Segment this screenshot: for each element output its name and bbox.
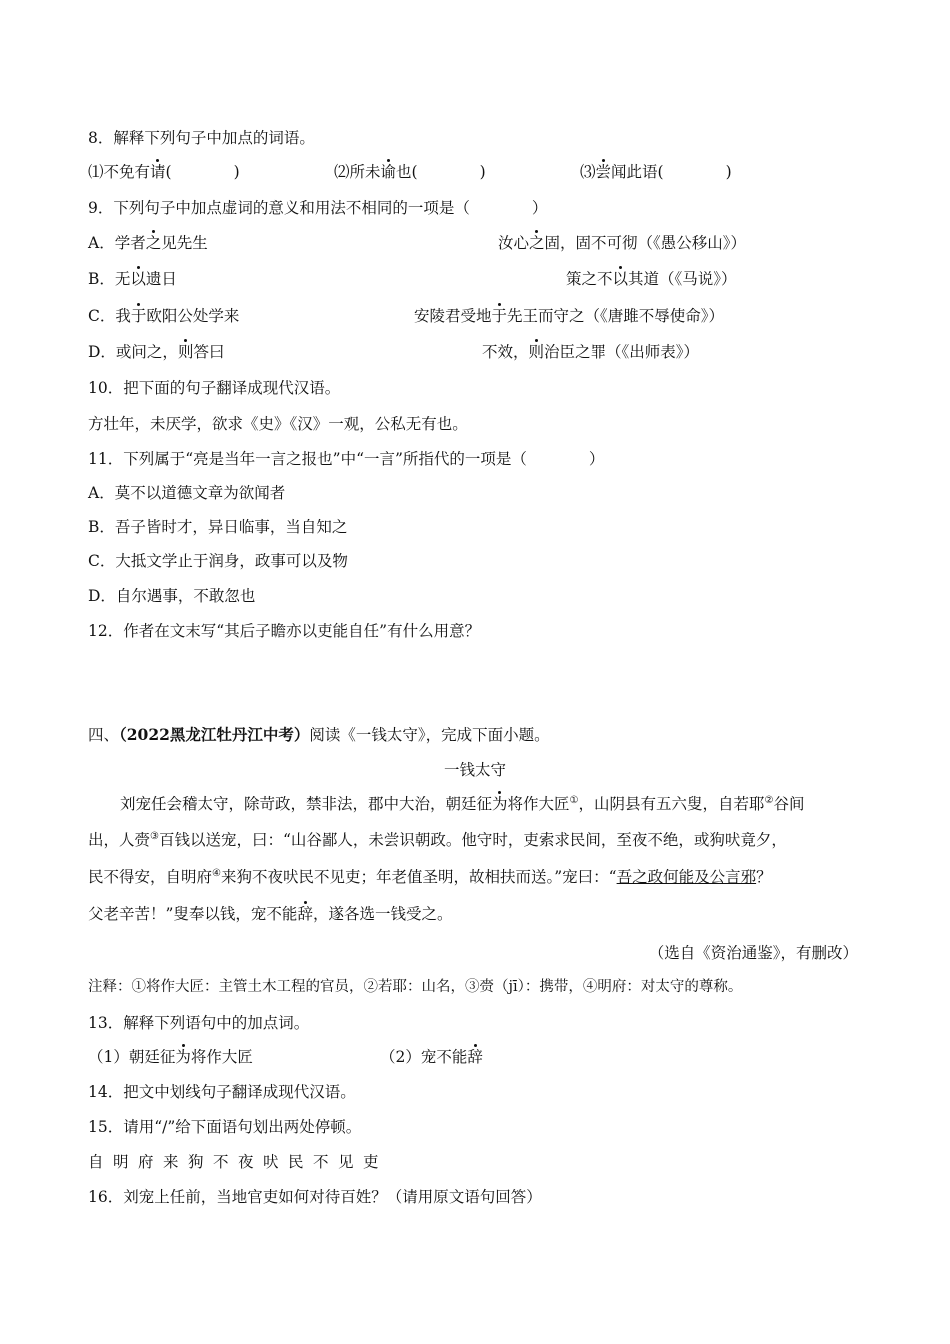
q13-item-2: （2）宠不能辞 (380, 1048, 483, 1066)
q9-option-c-left: C．我于欧阳公处学来 (88, 307, 240, 325)
underlined-sentence: 吾之政何能及公言邪 (616, 868, 757, 886)
dotted-word: 则 (177, 343, 194, 361)
dotted-word: 辞 (467, 1048, 483, 1066)
q15-characters: 自明府来狗不夜吠民不见吏 (88, 1153, 389, 1171)
q14-stem: 14．把文中划线句子翻译成现代汉语。 (88, 1083, 356, 1101)
dotted-word: 辞 (297, 905, 313, 923)
passage-title: 一钱太守 (443, 761, 506, 779)
q8-stem: 8．解释下列句子中加点的词语。 (88, 129, 315, 147)
dotted-word: 于 (130, 307, 147, 325)
q9-stem: 9．下列句子中加点虚词的意义和用法不相同的一项是（ ） (88, 199, 548, 217)
passage-citation: （选自《资治通鉴》，有删改） (648, 944, 858, 962)
q10-sentence: 方壮年，未厌学，欲求《史》《汉》一观，公私无有也。 (88, 415, 468, 433)
q9-option-b-left: B．无以遗日 (88, 270, 177, 288)
dotted-word: 之 (529, 234, 545, 252)
q9-option-a-right: 汝心之固，固不可彻（《愚公移山》） (498, 234, 747, 252)
dotted-word: 于 (491, 307, 508, 325)
passage-line-1: 刘宠任会稽太守，除苛政，禁非法，郡中大治，朝廷征为将作大匠①，山阴县有五六叟，自若耶②谷间 (120, 794, 805, 813)
section-4-heading: 四、（2022黑龙江牡丹江中考）阅读《一钱太守》，完成下面小题。 (88, 725, 550, 744)
q9-option-b-right: 策之不以其道（《马说》） (566, 270, 737, 288)
dotted-word: 之 (145, 234, 162, 252)
dotted-word: 为 (175, 1048, 191, 1066)
passage-line-2: 出，人赍③百钱以送宠，曰：“山谷鄙人，未尝识朝政。他守时，吏索求民间，至夜不绝，或狗吠竟夕， (88, 830, 787, 849)
q10-stem: 10．把下面的句子翻译成现代汉语。 (88, 379, 341, 397)
passage-line-3: 民不得安，自明府④来狗不夜吠民不见吏；年老值圣明，故相扶而送。”宠曰：“吾之政何能及公言邪？ (88, 867, 772, 886)
q15-stem: 15．请用“/”给下面语句划出两处停顿。 (88, 1118, 362, 1136)
dotted-word: 则 (528, 343, 545, 361)
passage-line-4: 父老辛苦！”叟奉以钱，宠不能辞，遂各选一钱受之。 (88, 905, 453, 923)
q12-stem: 12．作者在文末写“其后子瞻亦以吏能自任”有什么用意？ (88, 622, 481, 640)
dotted-word: 请 (150, 163, 166, 181)
q11-option-b: B．吾子皆时才，异日临事，当自知之 (88, 518, 348, 536)
dotted-word: 以 (130, 270, 146, 288)
q9-option-d-left: D．或问之，则答曰 (88, 343, 225, 361)
q11-option-d: D．自尔遇事，不敢忽也 (88, 587, 256, 605)
dotted-word: 谕 (380, 163, 397, 181)
dotted-word: 尝 (595, 163, 612, 181)
q11-option-a: A．莫不以道德文章为欲闻者 (88, 484, 286, 502)
exam-source: （2022黑龙江牡丹江中考） (119, 725, 310, 744)
q13-item-1: （1）朝廷征为将作大匠 (88, 1048, 253, 1066)
q8-item-2: ⑵所未谕也( ) (334, 163, 486, 181)
q9-option-a-left: A．学者之见先生 (88, 234, 208, 252)
q8-item-3: ⑶尝闻此语( ) (580, 163, 732, 181)
q11-stem: 11．下列属于“亮是当年一言之报也”中“一言”所指代的一项是（ ） (88, 450, 605, 468)
dotted-word: 为 (492, 795, 508, 813)
q9-option-c-right: 安陵君受地于先王而守之（《唐雎不辱使命》） (414, 307, 725, 325)
passage-notes: 注释：①将作大匠：主管土木工程的官员，②若耶：山名，③赍（jī）：携带，④明府：对太守的尊称。 (88, 979, 743, 995)
q8-item-1: ⑴不免有请( ) (88, 163, 240, 181)
q9-option-d-right: 不效，则治臣之罪（《出师表》） (482, 343, 700, 361)
q16-stem: 16．刘宠上任前，当地官吏如何对待百姓？（请用原文语句回答） (88, 1188, 542, 1206)
q11-option-c: C．大抵文学止于润身，政事可以及物 (88, 552, 348, 570)
q13-stem: 13．解释下列语句中的加点词。 (88, 1014, 310, 1032)
dotted-word: 以 (612, 270, 629, 288)
